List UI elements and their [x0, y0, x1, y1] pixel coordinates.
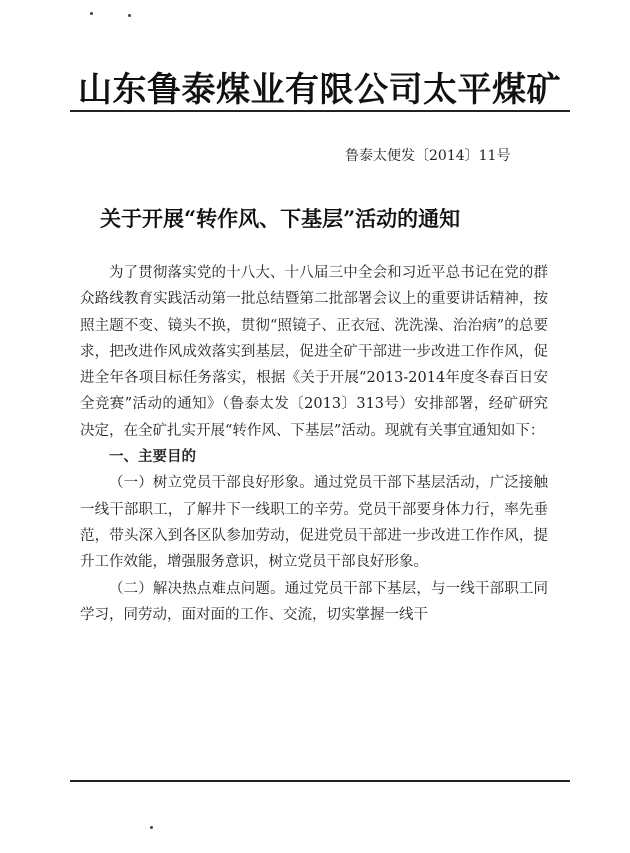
body-paragraph: （二）解决热点难点问题。通过党员干部下基层，与一线干部职工同学习，同劳动，面对面的工作、交流，切实掌握一线干: [80, 580, 548, 623]
footer-rule: [70, 780, 570, 782]
issuer-name: 山东鲁泰煤业有限公司太平煤矿: [78, 70, 561, 110]
body-paragraph: （一）树立党员干部良好形象。通过党员干部下基层活动，广泛接触一线干部职工，了解井下一线职工的辛劳。党员干部要身体力行，率先垂范，带头深入到各区队参加劳动，促进党员干部进一步改进工作作风，提升工作效能，增强服务意识，树立党员干部良好形象。: [80, 475, 548, 571]
document-title: 关于开展“转作风、下基层”活动的通知: [100, 206, 461, 231]
scan-speck: [90, 12, 93, 15]
header-rule: [70, 110, 570, 112]
section-heading: 一、主要目的: [109, 448, 196, 466]
document-body: [80, 260, 548, 628]
scan-speck: [150, 826, 153, 829]
scan-speck: [128, 14, 131, 17]
document-number: 鲁泰太便发〔2014〕11号: [345, 148, 511, 164]
intro-paragraph: 为了贯彻落实党的十八大、十八届三中全会和习近平总书记在党的群众路线教育实践活动第一批总结暨第二批部署会议上的重要讲话精神，按照主题不变、镜头不换，贯彻“照镜子、正衣冠、洗洗澡、治治病”的总要求，把改进作风成效落实到基层，促进全矿干部进一步改进工作作风，促进全年各项目标任务落实，根据《关于开展“2013-2014年度冬春百日安全竞赛”活动的通知》（鲁泰太发〔2013〕313号）安排部署，经矿研究决定，在全矿扎实开展“转作风、下基层”活动。现就有关事宜通知如下：: [80, 265, 548, 439]
